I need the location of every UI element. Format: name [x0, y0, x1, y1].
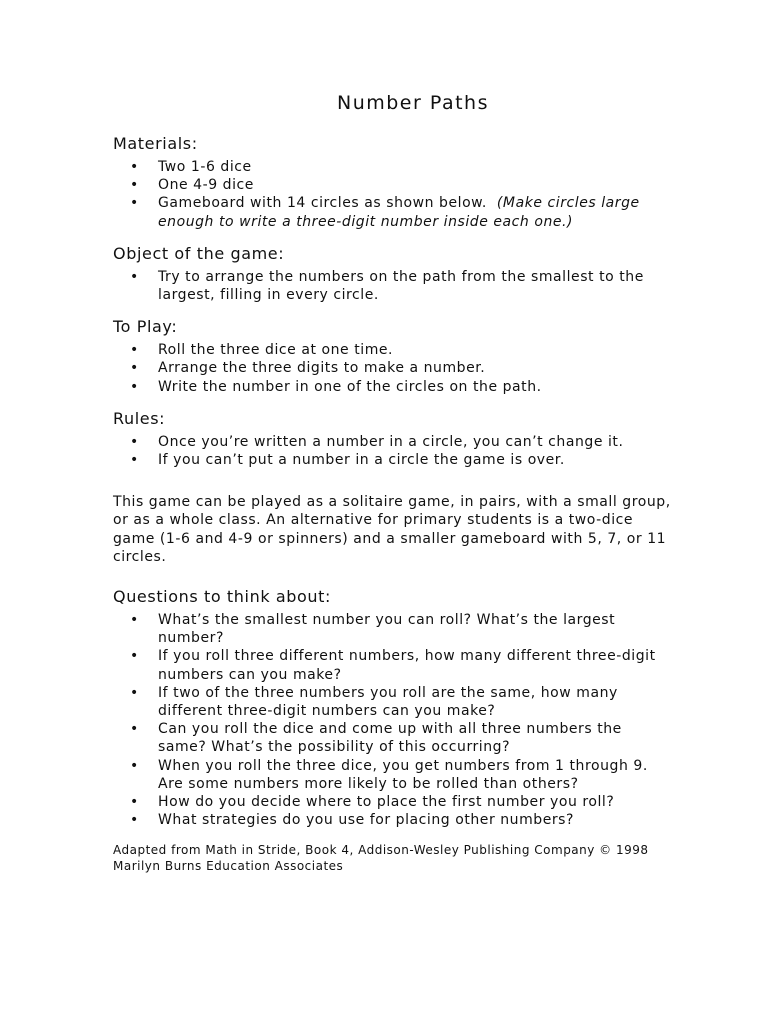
- questions-heading: Questions to think about:: [113, 587, 332, 607]
- list-item: • If you roll three different numbers, how many different three-digit numbers can you make?: [130, 648, 656, 683]
- bullet-icon: •: [130, 452, 139, 469]
- bullet-icon: •: [130, 378, 139, 395]
- list-item: • One 4-9 dice: [130, 177, 254, 194]
- bullet-icon: •: [130, 195, 139, 212]
- materials-note: (Make circles large enough to write a three-digit number inside each one.): [158, 195, 640, 230]
- bullet-icon: •: [130, 433, 139, 450]
- list-item: • Roll the three dice at one time.: [130, 342, 394, 359]
- bullet-icon: •: [130, 342, 139, 359]
- to-play-list: [113, 341, 673, 396]
- list-item: • Two 1-6 dice: [130, 159, 252, 175]
- list-item: • Arrange the three digits to make a number.: [130, 360, 486, 377]
- rules-list: [113, 433, 673, 469]
- credit-line-1: Adapted from Math in Stride, Book 4, Addison-Wesley Publishing Company © 1998: [113, 843, 649, 858]
- list-item: • Try to arrange the numbers on the path from the smallest to the largest, filling in every circle.: [130, 268, 644, 304]
- rules-section: [113, 409, 673, 469]
- materials-section: [113, 134, 673, 231]
- bullet-icon: •: [130, 684, 139, 701]
- bullet-icon: •: [130, 794, 139, 811]
- bullet-icon: •: [130, 612, 139, 629]
- list-item: • If two of the three numbers you roll are the same, how many different three-digit numbers can you make?: [130, 684, 618, 720]
- bullet-icon: •: [130, 268, 139, 285]
- list-item: • Once you’re written a number in a circle, you can’t change it.: [130, 433, 624, 450]
- document-page: [113, 92, 673, 874]
- list-item: • How do you decide where to place the first number you roll?: [130, 794, 615, 811]
- bullet-icon: •: [130, 721, 139, 738]
- materials-heading: Materials:: [113, 134, 198, 153]
- credit-footer: [113, 842, 673, 874]
- list-item: • If you can’t put a number in a circle the game is over.: [130, 452, 565, 469]
- bullet-icon: •: [130, 159, 139, 175]
- list-item: • Write the number in one of the circles on the path.: [130, 378, 542, 395]
- bullet-icon: •: [130, 648, 139, 665]
- list-item: • What strategies do you use for placing other numbers?: [130, 812, 575, 829]
- questions-section: [113, 587, 673, 829]
- materials-list: [113, 158, 673, 231]
- page-title: Number Paths: [336, 92, 489, 114]
- description-paragraph: This game can be played as a solitaire game, in pairs, with a small group, or as a whole class. An alternative for primary students is a two-dice game (1-6 and 4-9 or spinners) and a smaller gameboard with 5, 7, or 11 circles.: [113, 494, 671, 565]
- list-item: • When you roll the three dice, you get numbers from 1 through 9. Are some numbers more likely to be rolled than others?: [130, 757, 648, 792]
- list-item: • What’s the smallest number you can roll? What’s the largest number?: [130, 612, 616, 647]
- bullet-icon: •: [130, 757, 139, 774]
- object-section: [113, 244, 673, 304]
- questions-list: [113, 611, 673, 829]
- list-item: • Gameboard with 14 circles as shown below. (Make circles large enough to write a three-digit number inside each one.): [130, 195, 640, 230]
- rules-heading: Rules:: [113, 408, 166, 428]
- list-item: • Can you roll the dice and come up with all three numbers the same? What’s the possibility of this occurring?: [130, 721, 622, 756]
- object-heading: Object of the game:: [113, 243, 285, 263]
- to-play-heading: To Play:: [113, 317, 178, 337]
- bullet-icon: •: [130, 177, 139, 194]
- object-list: [113, 268, 673, 304]
- bullet-icon: •: [130, 360, 139, 377]
- to-play-section: [113, 317, 673, 396]
- credit-line-2: Marilyn Burns Education Associates: [113, 859, 344, 874]
- bullet-icon: •: [130, 812, 139, 829]
